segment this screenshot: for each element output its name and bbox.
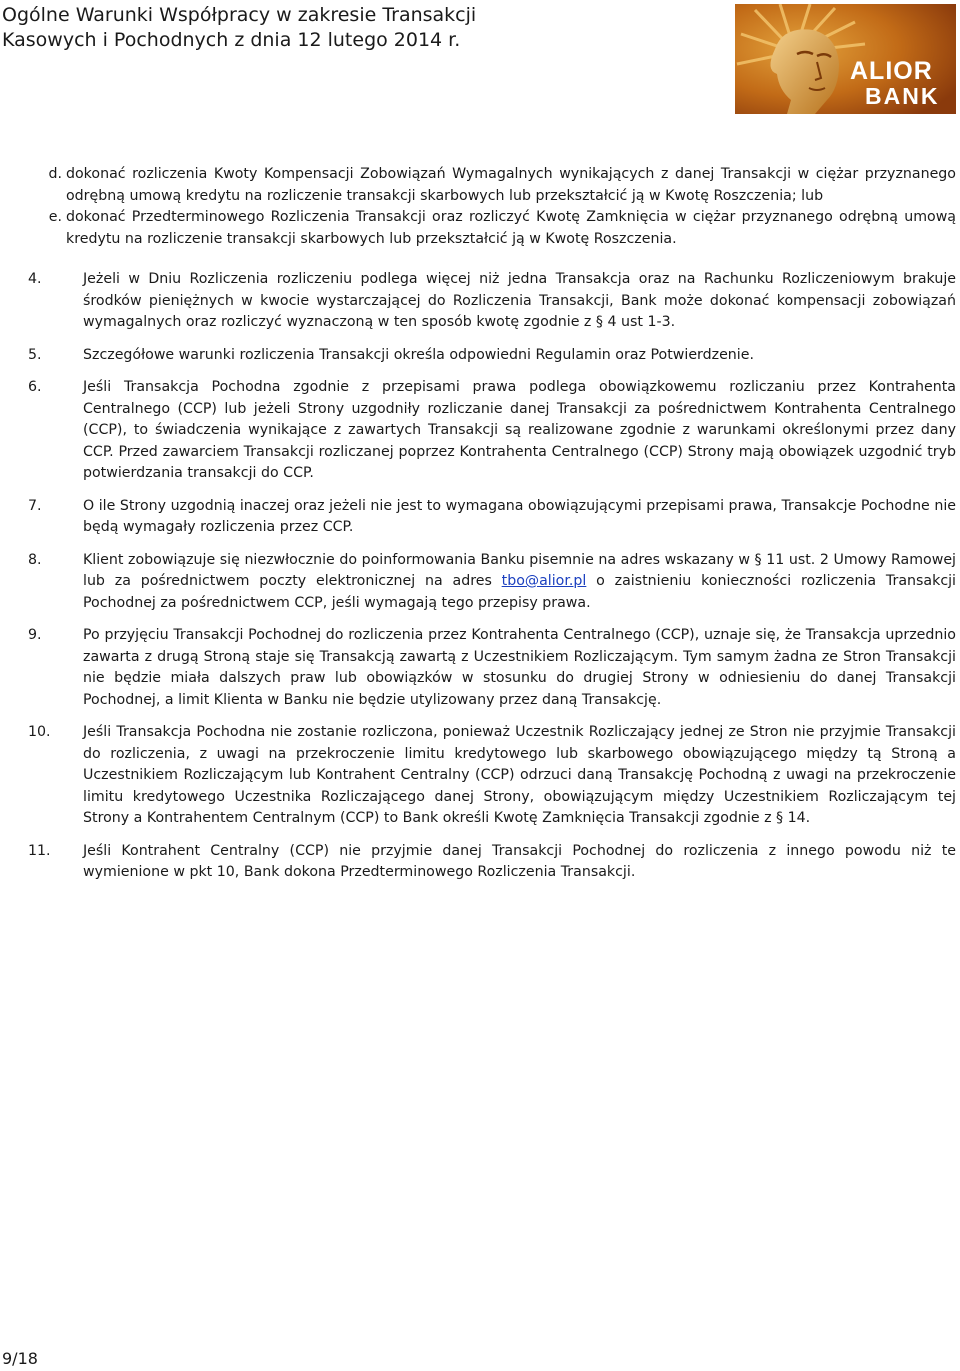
numbered-paragraph [28, 550, 956, 615]
paragraph-text: Szczegółowe warunki rozliczenia Transakcji określa odpowiedni Regulamin oraz Potwierdzenie. [83, 346, 754, 363]
numbered-paragraph [28, 841, 956, 884]
paragraph-number: 8. [28, 551, 42, 568]
document-title [2, 3, 702, 53]
logo-alior-text: ALIOR [850, 57, 933, 85]
list-marker: d. [48, 166, 62, 182]
paragraph-text-before: Klient zobowiązuje się niezwłocznie do poinformowania Banku pisemnie na adres wskazany w § 11 ust. 2 Umowy Ramowej lub za pośrednictwem poczty elektronicznej na adres [83, 551, 956, 589]
document-body [28, 164, 956, 884]
numbered-paragraph [28, 345, 956, 367]
document-title-line-2: Kasowych i Pochodnych z dnia 12 lutego 2014 r. [2, 29, 461, 51]
paragraph-text: Po przyjęciu Transakcji Pochodnej do rozliczenia przez Kontrahenta Centralnego (CCP), uznaje się, że Transakcja uprzednio zawarta z drugą Stroną staje się Transakcją zawartą z Uczestnikiem Rozliczającym. Tym samym żadna ze Stron Transakcji nie będzie miała dalszych praw lub obowiązków w stosunku do drugiej Strony w odniesieniu do danej Transakcji Pochodnej, a limit Klienta w Banku nie będzie utylizowany przez daną Transakcję. [83, 627, 956, 708]
list-item [28, 164, 956, 207]
paragraph-text: Jeśli Kontrahent Centralny (CCP) nie przyjmie danej Transakcji Pochodnej do rozliczenia z innego powodu niż te wymienione w pkt 10, Bank dokona Przedterminowego Rozliczenia Transakcji. [83, 842, 956, 880]
paragraph-number: 11. [28, 842, 51, 859]
numbered-paragraph [28, 625, 956, 711]
numbered-paragraph [28, 269, 956, 334]
list-item-text: dokonać rozliczenia Kwoty Kompensacji Zobowiązań Wymagalnych wynikających z danej Transakcji w ciężar przyznanego odrębną umową kredytu na rozliczenie transakcji skarbowych lub przekształcić ją w Kwotę Roszczenia; lub [66, 166, 956, 204]
alior-bank-logo [735, 4, 956, 114]
paragraph-text: Jeśli Transakcja Pochodna zgodnie z przepisami prawa podlega obowiązkowemu rozliczaniu przez Kontrahenta Centralnego (CCP) lub jeżeli Strony uzgodniły rozliczanie danej Transakcji za pośrednictwem Kontrahenta Centralnego (CCP), to świadczenia wynikające z zawartych Transakcji są realizowane zgodnie z warunkami określonymi przez dany CCP. Przed zawarciem Transakcji rozliczanej poprzez Kontrahenta Centralnego (CCP) Strony mają obowiązek uzgodnić tryb potwierdzania transakcji do CCP. [83, 379, 956, 481]
numbered-paragraph [28, 377, 956, 485]
list-item [28, 207, 956, 250]
page-number: 9/18 [2, 1349, 38, 1368]
paragraph-text: Jeśli Transakcja Pochodna nie zostanie rozliczona, ponieważ Uczestnik Rozliczający jednej ze Stron nie przyjmie Transakcji do rozliczenia, z uwagi na przekroczenie limitu kredytowego lub skarbowego obowiązującego między tą Stroną a Uczestnikiem Rozliczającym lub Kontrahent Centralny (CCP) odrzuci daną Transakcję Pochodną z uwagi na przekroczenie limitu kredytowego Uczestnika Rozliczającego danej Strony, obowiązującym między Uczestnikiem Rozliczającym tej Strony a Kontrahentem Centralnym (CCP) to Bank określi Kwotę Zamknięcia Transakcji zgodnie z § 14. [83, 724, 956, 826]
paragraph-text-after: o zaistnieniu konieczności rozliczenia Transakcji Pochodnej za pośrednictwem CCP, jeśli wymagają tego przepisy prawa. [83, 573, 957, 611]
paragraph-number: 6. [28, 379, 42, 395]
paragraph-number: 10. [28, 724, 51, 740]
list-item-text: dokonać Przedterminowego Rozliczenia Transakcji oraz rozliczyć Kwotę Zamknięcia w ciężar przyznanego odrębną umową kredytu na rozliczenie transakcji skarbowych lub przekształcić ją w Kwotę Roszczenia. [66, 209, 956, 247]
paragraph-number: 9. [28, 627, 42, 643]
paragraph-text: Jeżeli w Dniu Rozliczenia rozliczeniu podlega więcej niż jedna Transakcja oraz na Rachunku Rozliczeniowym brakuje środków pieniężnych w kwocie wystarczającej do Rozliczenia Transakcji, Bank może dokonać kompensacji zobowiązań wymagalnych oraz rozliczyć wyznaczoną w ten sposób kwotę zgodnie z § 4 ust 1-3. [83, 271, 956, 330]
document-title-line-1: Ogólne Warunki Współpracy w zakresie Transakcji [2, 4, 477, 26]
paragraph-text: O ile Strony uzgodnią inaczej oraz jeżeli nie jest to wymagana obowiązującymi przepisami prawa, Transakcje Pochodne nie będą wymagały rozliczenia przez CCP. [83, 497, 956, 535]
email-link[interactable]: tbo@alior.pl [501, 573, 587, 589]
paragraph-number: 5. [28, 346, 42, 363]
paragraph-number: 4. [28, 271, 42, 287]
numbered-paragraph [28, 496, 956, 539]
list-marker: e. [48, 209, 62, 225]
paragraph-text [83, 550, 956, 615]
paragraph-number: 7. [28, 497, 42, 514]
numbered-paragraph [28, 722, 956, 830]
logo-bank-text: BANK [865, 83, 940, 109]
